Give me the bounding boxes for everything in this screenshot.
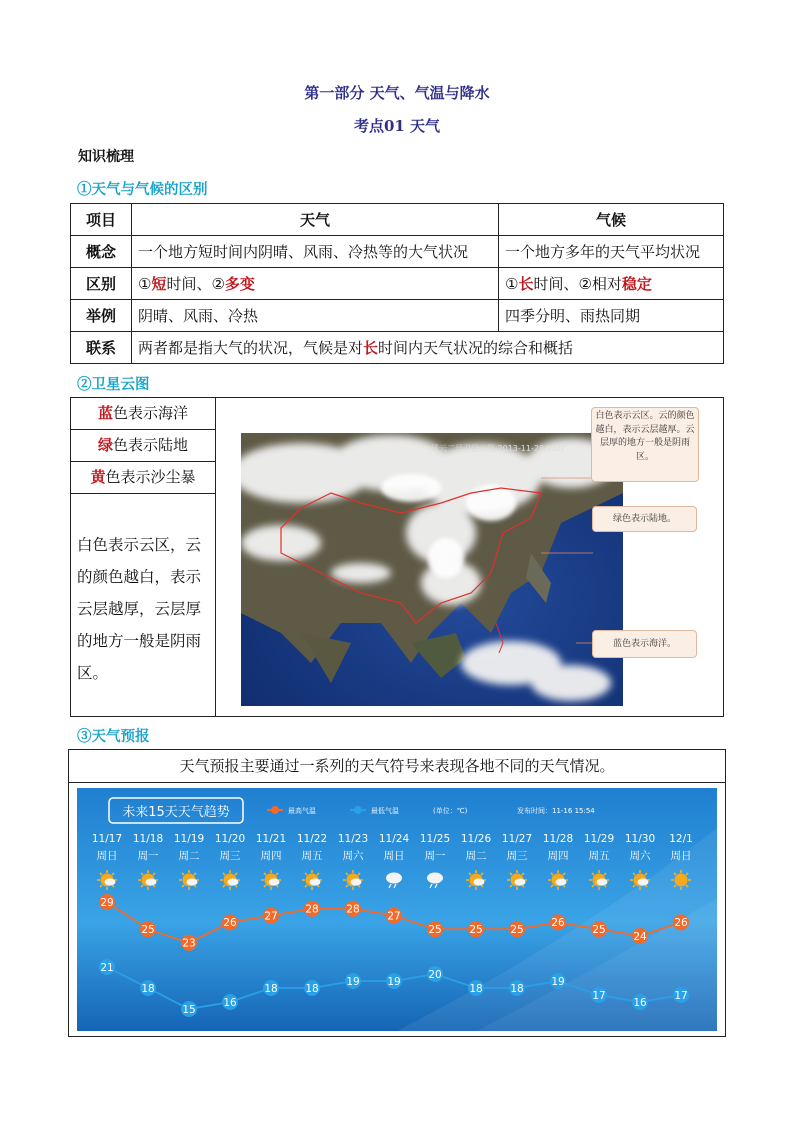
weather-cell <box>132 268 499 300</box>
cloud-icon <box>474 879 485 886</box>
low-temp-label: 17 <box>674 989 688 1002</box>
legend-green <box>71 430 215 462</box>
legend-text: 色表示陆地 <box>113 436 189 454</box>
low-temp-label: 15 <box>182 1003 196 1016</box>
high-temp-label: 27 <box>387 910 401 923</box>
legend-yellow <box>71 462 215 494</box>
cloud-icon <box>187 879 198 886</box>
weekday-label: 周日 <box>670 850 692 862</box>
cloud-icon <box>310 879 321 886</box>
highlight: 长 <box>363 339 379 357</box>
date-label: 11/21 <box>255 833 287 845</box>
legend-blue <box>71 398 215 430</box>
text: 两者都是指大气的状况，气候是对 <box>138 339 364 357</box>
cloud-icon <box>351 879 362 886</box>
legend-color-word: 蓝 <box>97 404 113 422</box>
chart-title: 未来15天天气趋势 <box>122 805 230 820</box>
high-temp-label: 23 <box>182 937 196 950</box>
callout-white: 白色表示云区。云的颜色越白，表示云层越厚。云层厚的地方一般是阴雨区。 <box>591 407 699 482</box>
climate-cell <box>499 268 724 300</box>
sun-icon <box>675 874 688 887</box>
low-temp-label: 16 <box>223 996 237 1009</box>
table-row <box>71 236 724 268</box>
high-temp-label: 29 <box>100 896 114 909</box>
high-temp-label: 26 <box>551 917 565 930</box>
low-temp-label: 21 <box>100 961 114 974</box>
weather-cell: 阴晴、风雨、冷热 <box>132 300 499 332</box>
high-temp-label: 24 <box>633 930 647 943</box>
weekday-label: 周一 <box>137 850 159 862</box>
weekday-label: 周五 <box>301 850 323 862</box>
table-header-row <box>71 204 724 236</box>
section1-heading: ①天气与气候的区别 <box>77 181 208 198</box>
weekday-label: 周日 <box>383 850 405 862</box>
high-temp-label: 26 <box>674 917 688 930</box>
weekday-label: 周六 <box>342 850 364 862</box>
date-label: 11/20 <box>214 833 246 845</box>
forecast-description: 天气预报主要通过一系列的天气符号来表现各地不同的天气情况。 <box>69 750 725 783</box>
high-temp-label: 26 <box>223 917 237 930</box>
date-label: 11/24 <box>378 833 410 845</box>
highlight: 长 <box>518 275 534 293</box>
cloud-icon <box>146 879 157 886</box>
part-title: 第一部分 天气、气温与降水 <box>304 84 490 102</box>
date-label: 12/1 <box>669 833 693 845</box>
legend-low: 最低气温 <box>371 807 399 815</box>
weekday-label: 周一 <box>424 850 446 862</box>
unit-label: (单位：℃) <box>433 807 468 815</box>
row-label: 举例 <box>71 300 132 332</box>
text: 时间、② <box>166 275 225 293</box>
cloud-icon <box>556 879 567 886</box>
high-temp-label: 25 <box>510 924 524 936</box>
climate-cell: 四季分明、雨热同期 <box>499 300 724 332</box>
weekday-label: 周四 <box>547 850 569 862</box>
section-heading: 知识梳理 <box>78 149 134 165</box>
date-label: 11/23 <box>337 833 369 845</box>
low-temp-label: 16 <box>633 996 647 1009</box>
highlight: 短 <box>151 275 167 293</box>
low-temp-label: 18 <box>469 982 483 995</box>
col-item-header: 项目 <box>71 204 132 236</box>
date-label: 11/30 <box>624 833 656 845</box>
highlight: 多变 <box>224 275 255 293</box>
weekday-label: 周三 <box>506 850 528 862</box>
high-temp-label: 28 <box>305 903 319 916</box>
high-temp-label: 27 <box>264 910 278 923</box>
forecast-box <box>68 749 726 1037</box>
high-temp-label: 25 <box>428 924 442 936</box>
rain-icon <box>427 873 443 884</box>
low-temp-label: 19 <box>346 975 360 988</box>
publish-time: 发布时间：11-16 15:54 <box>517 807 595 815</box>
callout-green: 绿色表示陆地。 <box>592 506 697 532</box>
highlight: 稳定 <box>621 275 652 293</box>
text: ① <box>138 275 152 293</box>
image-caption: 风云二号卫星云图 2013-11-28 23时 <box>431 444 565 453</box>
weekday-label: 周二 <box>465 850 487 862</box>
cloud-description: 白色表示云区，云的颜色越白，表示云层越厚，云层厚的地方一般是阴雨区。 <box>77 536 202 682</box>
satellite-box <box>70 397 724 717</box>
section2-heading: ②卫星云图 <box>77 376 150 393</box>
high-temp-label: 28 <box>346 903 360 916</box>
cloud-icon <box>638 879 649 886</box>
low-temp-label: 18 <box>141 982 155 995</box>
callout-blue: 蓝色表示海洋。 <box>592 630 697 658</box>
low-temp-label: 20 <box>428 968 442 981</box>
topic-title: 考点01 天气 <box>353 117 441 135</box>
satellite-image <box>241 433 623 706</box>
col-weather-header: 天气 <box>132 204 499 236</box>
weather-cell: 一个地方短时间内阴晴、风雨、冷热等的大气状况 <box>132 236 499 268</box>
row-label: 联系 <box>71 332 132 364</box>
legend-text: 色表示海洋 <box>113 404 189 422</box>
cloud-icon <box>597 879 608 886</box>
weekday-label: 周五 <box>588 850 610 862</box>
date-label: 11/25 <box>419 833 451 845</box>
text: 时间、②相对 <box>533 275 622 293</box>
low-temp-label: 17 <box>592 989 606 1002</box>
table-row <box>71 268 724 300</box>
row-label: 概念 <box>71 236 132 268</box>
col-climate-header: 气候 <box>499 204 724 236</box>
low-temp-label: 18 <box>305 982 319 995</box>
date-label: 11/26 <box>460 833 492 845</box>
cloud-icon <box>515 879 526 886</box>
low-temp-label: 18 <box>264 982 278 995</box>
rain-icon <box>386 873 402 884</box>
weather-climate-table <box>70 203 724 364</box>
weekday-label: 周六 <box>629 850 651 862</box>
date-label: 11/28 <box>542 833 574 845</box>
high-temp-label: 25 <box>469 924 483 936</box>
relation-cell <box>132 332 724 364</box>
weekday-label: 周四 <box>260 850 282 862</box>
date-label: 11/18 <box>132 833 164 845</box>
forecast-chart <box>77 788 725 1031</box>
section3-heading: ③天气预报 <box>77 728 150 745</box>
text: ① <box>505 275 519 293</box>
weekday-label: 周三 <box>219 850 241 862</box>
text: 时间内天气状况的综合和概括 <box>378 339 574 357</box>
high-temp-label: 25 <box>141 924 155 936</box>
date-label: 11/27 <box>501 833 533 845</box>
table-row <box>71 300 724 332</box>
legend-color-word: 绿 <box>97 436 113 454</box>
weekday-label: 周日 <box>96 850 118 862</box>
climate-cell: 一个地方多年的天气平均状况 <box>499 236 724 268</box>
table-row <box>71 332 724 364</box>
cloud-icon <box>105 879 116 886</box>
cloud-icon <box>269 879 280 886</box>
high-temp-label: 25 <box>592 924 606 936</box>
low-temp-label: 18 <box>510 982 524 995</box>
divider <box>215 398 216 716</box>
low-temp-label: 19 <box>551 975 565 988</box>
legend-high: 最高气温 <box>288 807 316 815</box>
row-label: 区别 <box>71 268 132 300</box>
date-label: 11/17 <box>91 833 123 845</box>
weekday-label: 周二 <box>178 850 200 862</box>
low-temp-label: 19 <box>387 975 401 988</box>
legend-text: 色表示沙尘暴 <box>105 468 196 486</box>
date-label: 11/29 <box>583 833 615 845</box>
date-label: 11/19 <box>173 833 205 845</box>
date-label: 11/22 <box>296 833 328 845</box>
cloud-icon <box>228 879 239 886</box>
legend-color-word: 黄 <box>90 468 106 486</box>
